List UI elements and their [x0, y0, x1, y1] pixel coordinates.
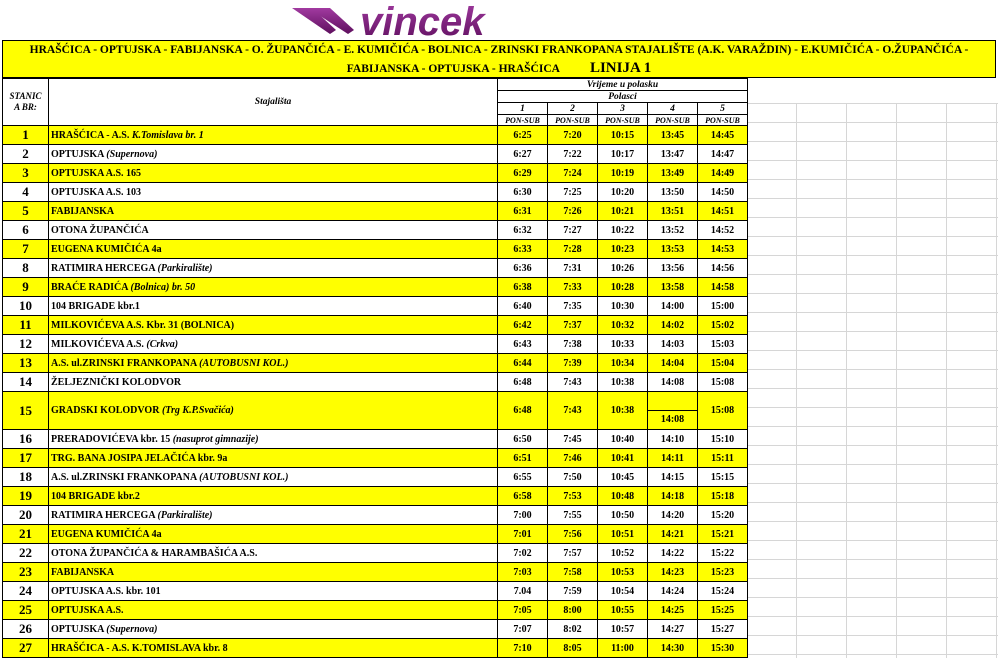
departure-time: 7:25	[548, 183, 598, 202]
departure-time: 7:27	[548, 221, 598, 240]
departure-time: 15:24	[698, 582, 748, 601]
stop-name-cell	[49, 278, 498, 297]
station-number: 21	[3, 525, 49, 544]
departure-time: 10:55	[598, 601, 648, 620]
table-row	[3, 563, 748, 582]
departure-time: 10:33	[598, 335, 648, 354]
stop-note: (Crkva)	[146, 338, 179, 350]
departure-time: 6:48	[498, 392, 548, 430]
departure-time-value: 14:08	[660, 414, 685, 425]
departure-time: 14:11	[648, 449, 698, 468]
departure-time: 7:45	[548, 430, 598, 449]
stop-name-cell	[49, 297, 498, 316]
stop-name: 104 BRIGADE kbr.1	[51, 300, 140, 312]
station-number: 6	[3, 221, 49, 240]
stop-note: (Supernova)	[106, 148, 158, 160]
stop-name-cell	[49, 563, 498, 582]
split-cell-top	[648, 392, 697, 411]
departure-time: 10:54	[598, 582, 648, 601]
departure-time: 14:27	[648, 620, 698, 639]
station-number: 24	[3, 582, 49, 601]
table-row	[3, 468, 748, 487]
station-number: 4	[3, 183, 49, 202]
stop-note: (Parkiralište)	[157, 262, 213, 274]
departure-time: 7:01	[498, 525, 548, 544]
station-number: 20	[3, 506, 49, 525]
departure-time: 14:49	[698, 164, 748, 183]
operating-days-4: PON-SUB	[648, 115, 698, 126]
departure-time: 14:50	[698, 183, 748, 202]
table-row	[3, 620, 748, 639]
departure-column-5: 5	[698, 103, 748, 115]
stop-name-cell	[49, 430, 498, 449]
stop-name: PRERADOVIĆEVA kbr. 15	[51, 433, 173, 445]
departure-time: 10:30	[598, 297, 648, 316]
station-number: 10	[3, 297, 49, 316]
departure-time	[648, 392, 698, 430]
departure-time: 6:38	[498, 278, 548, 297]
stop-name: MILKOVIĆEVA A.S. Kbr. 31 (BOLNICA)	[51, 319, 235, 331]
spreadsheet-gridlines	[746, 103, 998, 658]
departure-time: 6:58	[498, 487, 548, 506]
departure-time: 7:37	[548, 316, 598, 335]
vincek-logo-mark	[290, 2, 680, 40]
station-number: 9	[3, 278, 49, 297]
departure-time: 10:23	[598, 240, 648, 259]
stop-name-cell	[49, 525, 498, 544]
departure-time: 15:18	[698, 487, 748, 506]
stop-name: EUGENA KUMIČIĆA 4a	[51, 243, 162, 255]
departure-time: 15:22	[698, 544, 748, 563]
departure-time: 14:15	[648, 468, 698, 487]
departure-time: 15:25	[698, 601, 748, 620]
departure-time: 7.04	[498, 582, 548, 601]
stop-name: TRG. BANA JOSIPA JELAČIĆA kbr. 9a	[51, 452, 228, 464]
stop-name-cell	[49, 506, 498, 525]
table-row	[3, 202, 748, 221]
departure-time: 15:08	[698, 392, 748, 430]
table-row	[3, 354, 748, 373]
departure-time: 13:47	[648, 145, 698, 164]
departure-time: 13:58	[648, 278, 698, 297]
station-number: 8	[3, 259, 49, 278]
departure-time: 10:32	[598, 316, 648, 335]
departure-time: 15:10	[698, 430, 748, 449]
departure-time: 7:43	[548, 392, 598, 430]
table-row	[3, 639, 748, 658]
table-row	[3, 259, 748, 278]
station-number: 18	[3, 468, 49, 487]
stop-name-cell	[49, 202, 498, 221]
stop-name-cell	[49, 164, 498, 183]
departure-time: 6:29	[498, 164, 548, 183]
stop-name-cell	[49, 221, 498, 240]
stop-name-cell	[49, 126, 498, 145]
departure-time: 15:00	[698, 297, 748, 316]
table-row	[3, 449, 748, 468]
table-row	[3, 506, 748, 525]
station-number: 26	[3, 620, 49, 639]
departure-time: 15:23	[698, 563, 748, 582]
departure-time: 7:02	[498, 544, 548, 563]
departure-time: 14:52	[698, 221, 748, 240]
station-number: 1	[3, 126, 49, 145]
departure-time: 6:55	[498, 468, 548, 487]
operating-days-5: PON-SUB	[698, 115, 748, 126]
departure-time: 14:25	[648, 601, 698, 620]
stop-note: (Parkiralište)	[157, 509, 213, 521]
departure-time: 7:05	[498, 601, 548, 620]
departure-time: 6:44	[498, 354, 548, 373]
stop-name-cell	[49, 601, 498, 620]
departure-time: 7:59	[548, 582, 598, 601]
departure-time: 7:58	[548, 563, 598, 582]
stop-name-cell	[49, 620, 498, 639]
departure-time: 7:55	[548, 506, 598, 525]
stop-name: MILKOVIĆEVA A.S.	[51, 338, 147, 350]
table-row	[3, 164, 748, 183]
departure-time: 6:27	[498, 145, 548, 164]
departure-time: 13:56	[648, 259, 698, 278]
table-row	[3, 487, 748, 506]
departure-time: 7:20	[548, 126, 598, 145]
departure-time: 14:24	[648, 582, 698, 601]
departure-time: 6:32	[498, 221, 548, 240]
stop-name: RATIMIRA HERCEGA	[51, 509, 158, 521]
departure-column-2: 2	[548, 103, 598, 115]
table-row	[3, 240, 748, 259]
departure-time: 15:15	[698, 468, 748, 487]
stop-name-cell	[49, 354, 498, 373]
departure-time: 8:02	[548, 620, 598, 639]
departure-time: 10:53	[598, 563, 648, 582]
departure-time: 10:19	[598, 164, 648, 183]
departure-time: 7:33	[548, 278, 598, 297]
stop-name-cell	[49, 544, 498, 563]
departure-time: 10:40	[598, 430, 648, 449]
departure-time: 10:38	[598, 392, 648, 430]
operating-days-3: PON-SUB	[598, 115, 648, 126]
departure-time: 10:26	[598, 259, 648, 278]
departure-time: 14:21	[648, 525, 698, 544]
table-row	[3, 601, 748, 620]
route-title-line1: HRAŠĆICA - OPTUJSKA - FABIJANSKA - O. ŽUPANČIĆA - E. KUMIČIĆA - BOLNICA - ZRINSKI FRANKOPANA STAJALIŠTE (A.K. VARAŽDIN) - E.KUMIČIĆA - O.ŽUPANČIĆA -	[29, 44, 969, 56]
table-row	[3, 221, 748, 240]
departure-time: 7:26	[548, 202, 598, 221]
departure-time: 14:22	[648, 544, 698, 563]
departure-time: 7:50	[548, 468, 598, 487]
departure-time: 10:22	[598, 221, 648, 240]
departure-column-3: 3	[598, 103, 648, 115]
departure-time: 7:57	[548, 544, 598, 563]
stop-name: OTONA ŽUPANČIĆA	[51, 224, 149, 236]
departure-time: 10:52	[598, 544, 648, 563]
departure-time: 6:33	[498, 240, 548, 259]
timetable-body	[3, 126, 748, 658]
departure-time: 14:58	[698, 278, 748, 297]
stop-name-cell	[49, 240, 498, 259]
table-row	[3, 430, 748, 449]
route-title	[2, 40, 996, 78]
departure-time: 14:00	[648, 297, 698, 316]
table-row	[3, 145, 748, 164]
table-row	[3, 278, 748, 297]
table-row	[3, 544, 748, 563]
departure-time: 6:25	[498, 126, 548, 145]
departure-time: 15:27	[698, 620, 748, 639]
stop-name-cell	[49, 145, 498, 164]
station-number-header-line1: STANIC	[9, 91, 42, 101]
station-number: 14	[3, 373, 49, 392]
departure-time: 14:20	[648, 506, 698, 525]
departure-time: 6:40	[498, 297, 548, 316]
table-row	[3, 126, 748, 145]
departure-time: 8:05	[548, 639, 598, 658]
svg-text:vincek: vincek	[360, 2, 485, 40]
table-row	[3, 373, 748, 392]
departure-time: 10:45	[598, 468, 648, 487]
stop-name-cell	[49, 582, 498, 601]
stop-note: (Trg K.P.Svačića)	[161, 405, 234, 416]
stop-name: OPTUJSKA	[51, 623, 107, 635]
stop-name-cell	[49, 259, 498, 278]
departure-time: 7:43	[548, 373, 598, 392]
departure-time: 10:50	[598, 506, 648, 525]
stop-name: RATIMIRA HERCEGA	[51, 262, 158, 274]
departure-time: 15:03	[698, 335, 748, 354]
departure-time: 10:17	[598, 145, 648, 164]
route-title-line2-text: FABIJANSKA - OPTUJSKA - HRAŠĆICA	[346, 63, 560, 75]
stop-note: (Bolnica) br. 50	[130, 281, 196, 293]
operating-days-1: PON-SUB	[498, 115, 548, 126]
stop-name-cell	[49, 335, 498, 354]
departure-time: 13:53	[648, 240, 698, 259]
station-number: 22	[3, 544, 49, 563]
stop-note: (AUTOBUSNI KOL.)	[199, 357, 289, 369]
station-number: 15	[3, 392, 49, 430]
stop-name: HRAŠĆICA - A.S.	[51, 129, 132, 141]
stop-name: HRAŠĆICA - A.S. K.TOMISLAVA kbr. 8	[51, 642, 228, 654]
departure-time: 6:36	[498, 259, 548, 278]
departure-time: 8:00	[548, 601, 598, 620]
station-number: 2	[3, 145, 49, 164]
departure-time: 6:50	[498, 430, 548, 449]
station-number: 19	[3, 487, 49, 506]
departure-time: 10:20	[598, 183, 648, 202]
departure-time: 15:20	[698, 506, 748, 525]
departure-time: 14:18	[648, 487, 698, 506]
departure-time: 14:08	[648, 373, 698, 392]
station-number: 7	[3, 240, 49, 259]
departure-time: 10:28	[598, 278, 648, 297]
departure-time: 14:23	[648, 563, 698, 582]
stops-header: Stajališta	[49, 79, 498, 126]
departure-time: 7:10	[498, 639, 548, 658]
departure-time: 7:53	[548, 487, 598, 506]
stop-name-cell	[49, 468, 498, 487]
station-number: 13	[3, 354, 49, 373]
departure-time: 10:21	[598, 202, 648, 221]
station-number: 16	[3, 430, 49, 449]
departure-column-1: 1	[498, 103, 548, 115]
stop-name-cell	[49, 373, 498, 392]
stop-name: 104 BRIGADE kbr.2	[51, 490, 140, 502]
stop-name-cell	[49, 183, 498, 202]
stop-name: GRADSKI KOLODVOR	[51, 405, 162, 416]
departure-time: 7:56	[548, 525, 598, 544]
departure-time: 15:30	[698, 639, 748, 658]
departure-time: 14:45	[698, 126, 748, 145]
stop-note: K.Tomislava br. 1	[131, 129, 204, 141]
departure-time: 10:38	[598, 373, 648, 392]
departure-time: 7:28	[548, 240, 598, 259]
stop-name: OPTUJSKA A.S. kbr. 101	[51, 585, 161, 597]
stop-name-cell	[49, 487, 498, 506]
station-number-header	[3, 79, 49, 126]
station-number: 25	[3, 601, 49, 620]
departure-time: 13:50	[648, 183, 698, 202]
departure-time: 15:04	[698, 354, 748, 373]
departure-time: 10:51	[598, 525, 648, 544]
departure-time: 7:22	[548, 145, 598, 164]
departure-time: 14:04	[648, 354, 698, 373]
stop-name-cell	[49, 639, 498, 658]
departure-time: 6:48	[498, 373, 548, 392]
departure-time: 11:00	[598, 639, 648, 658]
stop-name: BRAĆE RADIĆA	[51, 281, 131, 293]
station-number: 5	[3, 202, 49, 221]
departure-time: 7:07	[498, 620, 548, 639]
table-row	[3, 183, 748, 202]
station-number: 17	[3, 449, 49, 468]
departure-time: 10:57	[598, 620, 648, 639]
table-row	[3, 335, 748, 354]
stop-name: EUGENA KUMIČIĆA 4a	[51, 528, 162, 540]
station-number: 27	[3, 639, 49, 658]
station-number: 23	[3, 563, 49, 582]
stop-name: OPTUJSKA A.S.	[51, 604, 124, 616]
stop-note: (AUTOBUSNI KOL.)	[199, 471, 289, 483]
stop-name: OTONA ŽUPANČIĆA & HARAMBAŠIĆA A.S.	[51, 547, 258, 559]
departure-time: 6:31	[498, 202, 548, 221]
table-row	[3, 525, 748, 544]
station-number: 12	[3, 335, 49, 354]
departure-time: 7:46	[548, 449, 598, 468]
stop-name: OPTUJSKA	[51, 148, 107, 160]
departure-time: 15:08	[698, 373, 748, 392]
stop-name-cell	[49, 392, 498, 430]
table-row	[3, 582, 748, 601]
stop-note: (nasuprot gimnazije)	[172, 433, 259, 445]
departure-time: 7:38	[548, 335, 598, 354]
departure-time: 6:43	[498, 335, 548, 354]
departure-time: 7:00	[498, 506, 548, 525]
station-number: 11	[3, 316, 49, 335]
departure-time: 7:03	[498, 563, 548, 582]
stop-name: FABIJANSKA	[51, 205, 115, 217]
departure-time: 10:15	[598, 126, 648, 145]
station-number-header-line2: A BR:	[14, 102, 37, 112]
departure-time: 14:47	[698, 145, 748, 164]
departure-time: 13:51	[648, 202, 698, 221]
table-row	[3, 316, 748, 335]
departure-time: 10:48	[598, 487, 648, 506]
departure-time: 15:02	[698, 316, 748, 335]
departure-time: 15:21	[698, 525, 748, 544]
stop-name: A.S. ul.ZRINSKI FRANKOPANA	[51, 471, 200, 483]
departure-time: 10:41	[598, 449, 648, 468]
stop-name: OPTUJSKA A.S. 165	[51, 167, 142, 179]
line-number: LINIJA 1	[589, 60, 652, 76]
stop-name-cell	[49, 449, 498, 468]
departure-time: 6:51	[498, 449, 548, 468]
departure-time: 6:30	[498, 183, 548, 202]
departure-time: 13:49	[648, 164, 698, 183]
operating-days-2: PON-SUB	[548, 115, 598, 126]
departure-time: 7:35	[548, 297, 598, 316]
table-row	[3, 392, 748, 430]
departure-time: 13:45	[648, 126, 698, 145]
stop-note: (Supernova)	[106, 623, 158, 635]
stop-name-cell	[49, 316, 498, 335]
departure-time: 13:52	[648, 221, 698, 240]
departure-time: 6:42	[498, 316, 548, 335]
departure-time: 14:56	[698, 259, 748, 278]
stop-name: FABIJANSKA	[51, 566, 115, 578]
departure-time: 14:03	[648, 335, 698, 354]
departure-time: 7:24	[548, 164, 598, 183]
table-row	[3, 297, 748, 316]
timetable	[2, 78, 748, 658]
station-number: 3	[3, 164, 49, 183]
departure-time: 14:53	[698, 240, 748, 259]
route-title-line2	[3, 59, 995, 78]
vincek-logo	[290, 2, 680, 40]
departure-time-header: Vrijeme u polasku	[498, 79, 748, 91]
stop-name: OPTUJSKA A.S. 103	[51, 186, 142, 198]
stop-name: ŽELJEZNIČKI KOLODVOR	[51, 376, 182, 388]
departure-column-4: 4	[648, 103, 698, 115]
departures-header: Polasci	[498, 91, 748, 103]
departure-time: 14:02	[648, 316, 698, 335]
departure-time: 14:51	[698, 202, 748, 221]
departure-time: 14:30	[648, 639, 698, 658]
stop-name: A.S. ul.ZRINSKI FRANKOPANA	[51, 357, 200, 369]
departure-time: 15:11	[698, 449, 748, 468]
departure-time: 7:31	[548, 259, 598, 278]
departure-time: 7:39	[548, 354, 598, 373]
departure-time: 14:10	[648, 430, 698, 449]
departure-time: 10:34	[598, 354, 648, 373]
